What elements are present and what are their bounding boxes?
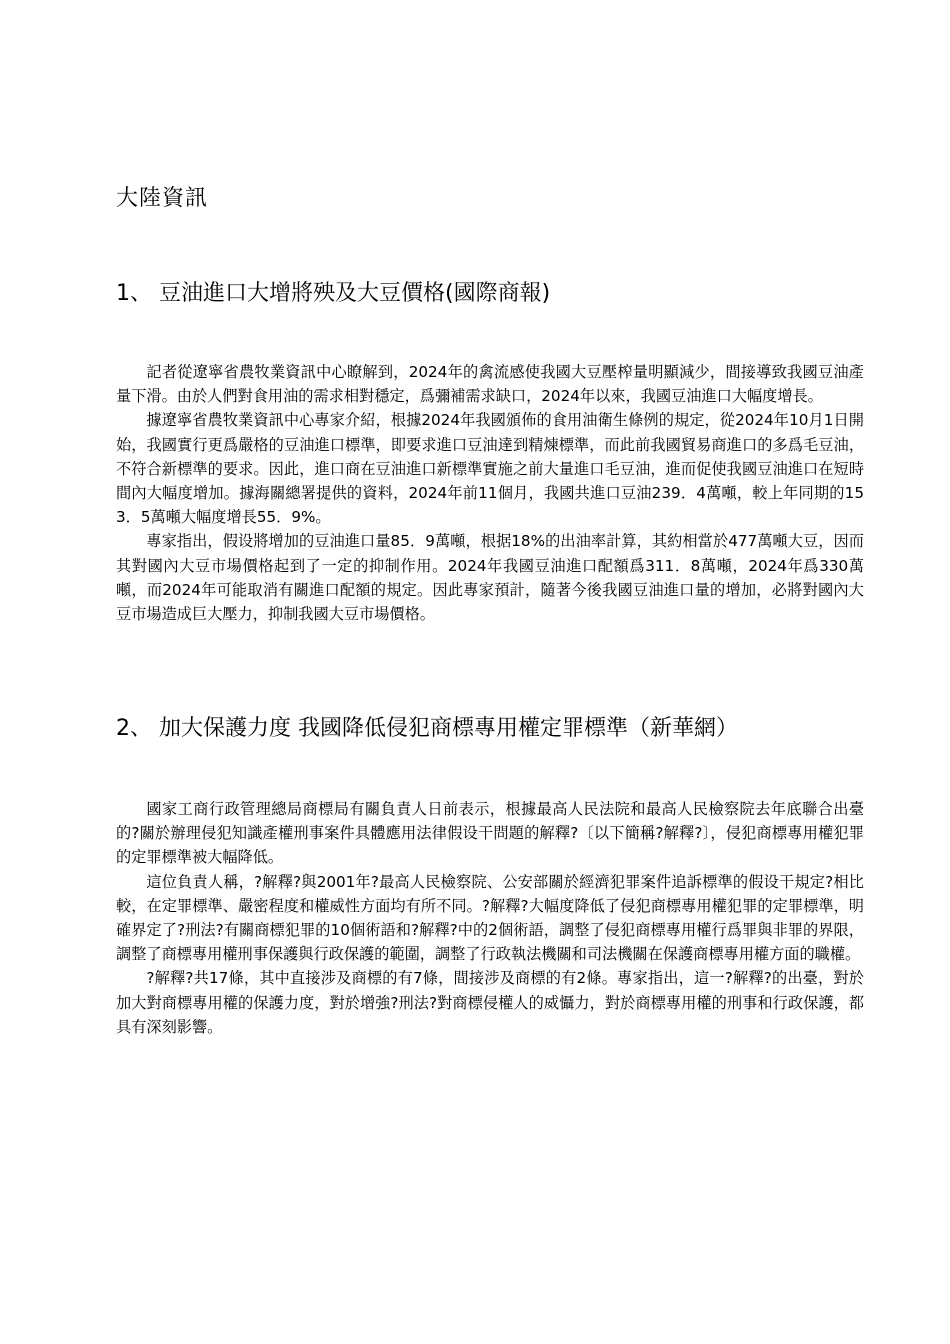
section-body-soybean-oil — [116, 360, 864, 626]
section-heading-trademark: 2、 加大保護力度 我國降低侵犯商標專用權定罪標準（新華網） — [116, 716, 738, 741]
section-body-trademark — [116, 797, 864, 1039]
paragraph: 記者從遼寧省農牧業資訊中心瞭解到，2024年的禽流感使我國大豆壓榨量明顯減少，間接導致我國豆油產量下滑。由於人們對食用油的需求相對穩定，爲彌補需求缺口，2024年以來，我國豆油進口大幅度增長。 — [116, 363, 864, 406]
paragraph: 據遼寧省農牧業資訊中心專家介紹，根據2024年我國頒佈的食用油衛生條例的規定，從2024年10月1日開始，我國實行更爲嚴格的豆油進口標準，即要求進口豆油達到精煉標準，而此前我國貿易商進口的多爲毛豆油，不符合新標準的要求。因此，進口商在豆油進口新標準實施之前大量進口毛豆油，進而促使我國豆油進口在短時間內大幅度增加。據海關總署提供的資料，2024年前11個月，我國共進口豆油239．4萬噸，較上年同期的153．5萬噸大幅度增長55．9%。 — [116, 411, 864, 527]
page-title: 大陸資訊 — [116, 186, 209, 211]
paragraph: 這位負責人稱，?解釋?與2001年?最高人民檢察院、公安部關於經濟犯罪案件追訴標準的假设干規定?相比較，在定罪標準、嚴密程度和權威性方面均有所不同。?解釋?大幅度降低了侵犯商標專用權犯罪的定罪標準，明確界定了?刑法?有關商標犯罪的10個術語和?解釋?中的2個術語，調整了侵犯商標專用權行爲罪與非罪的界限，調整了商標專用權刑事保護與行政保護的範圍，調整了行政執法機關和司法機關在保護商標專用權方面的職權。 — [116, 872, 864, 964]
section-heading-soybean-oil: 1、 豆油進口大增將殃及大豆價格(國際商報) — [116, 281, 551, 306]
paragraph: 專家指出，假设將增加的豆油進口量85．9萬噸，根据18%的出油率計算，其約相當於477萬噸大豆，因而其對國內大豆市場價格起到了一定的抑制作用。2024年我國豆油進口配額爲311．8萬噸，2024年爲330萬噸，而2024年可能取消有關進口配額的規定。因此專家預計，隨著今後我國豆油進口量的增加，必將對國內大豆市場造成巨大壓力，抑制我國大豆市場價格。 — [116, 532, 864, 624]
paragraph: ?解釋?共17條，其中直接涉及商標的有7條，間接涉及商標的有2條。專家指出，這一?解釋?的出臺，對於加大對商標專用權的保護力度，對於增強?刑法?對商標侵權人的威懾力，對於商標專用權的刑事和行政保護，都具有深刻影響。 — [116, 969, 864, 1036]
paragraph: 國家工商行政管理總局商標局有關負責人日前表示，根據最高人民法院和最高人民檢察院去年底聯合出臺的?關於辦理侵犯知識產權刑事案件具體應用法律假设干問題的解釋?〔以下簡稱?解釋?〕，侵犯商標專用權犯罪的定罪標準被大幅降低。 — [116, 800, 864, 867]
